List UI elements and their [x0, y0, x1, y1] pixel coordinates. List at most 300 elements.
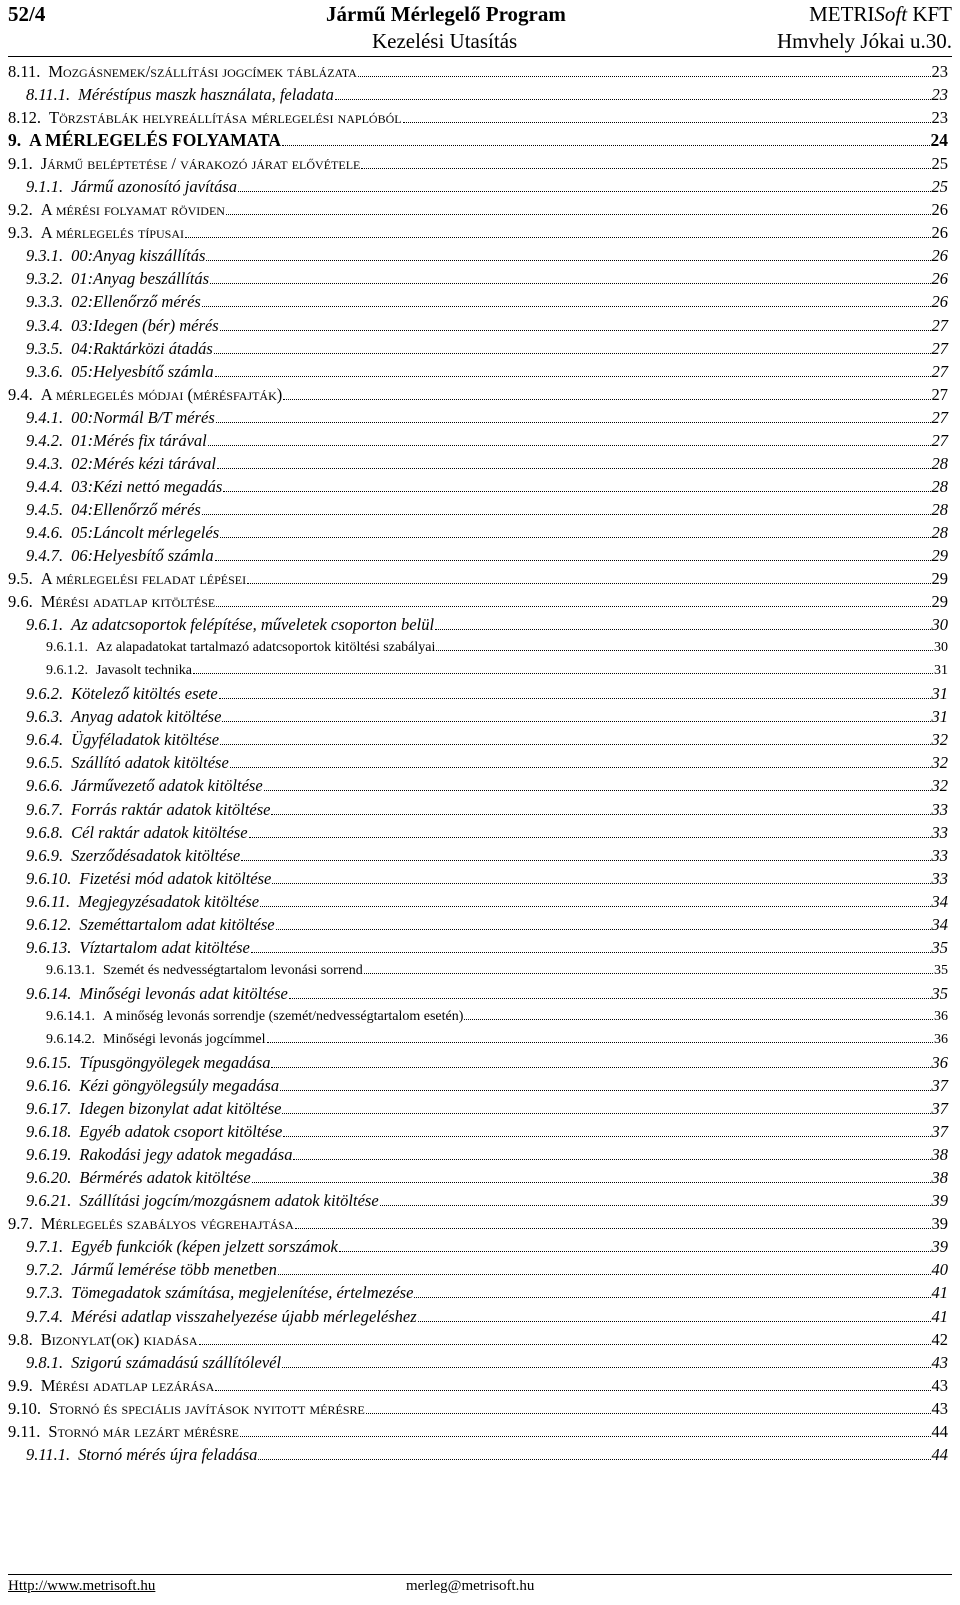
toc-entry-page: 43 [931, 1375, 948, 1395]
toc-entry-number: 9.9. [8, 1375, 33, 1395]
toc-entry-title: Mérlegelés szabályos végrehajtása [40, 1214, 294, 1234]
toc-entry-title: 04:Raktárközi átadás [71, 338, 213, 358]
toc-entry-page: 25 [931, 177, 948, 197]
toc-entry[interactable] [8, 175, 948, 198]
toc-entry[interactable] [8, 152, 948, 175]
toc-entry-number: 9.3.3. [26, 292, 64, 312]
toc-entry-number: 9.6.1. [26, 615, 64, 635]
toc-entry-title: A minőség levonás sorrendje (szemét/nedvességtartalom esetén) [103, 1008, 464, 1024]
toc-leader-dots [215, 1389, 930, 1391]
toc-leader-dots [230, 766, 931, 768]
toc-entry-page: 32 [931, 730, 948, 750]
toc-entry-title: Az adatcsoportok felépítése, műveletek csoporton belül [71, 615, 435, 635]
toc-entry[interactable] [8, 406, 948, 429]
toc-entry-title: 03:Idegen (bér) mérés [71, 315, 219, 335]
toc-entry-page: 27 [931, 407, 948, 427]
toc-entry-title: Járművezető adatok kitöltése [71, 776, 263, 796]
toc-entry-title: Minőségi levonás jogcímmel [103, 1031, 266, 1047]
toc-entry-title: 05:Helyesbítő számla [71, 361, 214, 381]
toc-entry-number: 9.3.4. [26, 315, 64, 335]
toc-leader-dots [283, 398, 930, 400]
toc-leader-dots [252, 1181, 931, 1183]
contact-email[interactable]: merleg@metrisoft.hu [406, 1578, 535, 1594]
toc-entry-number: 9.1.1. [26, 177, 64, 197]
toc-entry-title: Törzstáblák helyreállítása mérlegelési naplóból [49, 108, 402, 128]
toc-leader-dots [219, 697, 931, 699]
toc-entry-page: 38 [931, 1168, 948, 1188]
toc-entry-title: Mérési adatlap lezárása [40, 1375, 215, 1395]
toc-leader-dots [295, 1227, 931, 1229]
toc-leader-dots [216, 421, 931, 423]
toc-entry-title: Stornó és speciális javítások nyitott mérésre [49, 1398, 365, 1418]
toc-entry-number: 9.4.6. [26, 522, 64, 542]
toc-entry-page: 36 [931, 1053, 948, 1073]
toc-entry-title: Egyéb funkciók (képen jelzett sorszámok [71, 1237, 338, 1257]
toc-entry-page: 35 [934, 962, 948, 978]
toc-entry-page: 41 [931, 1306, 948, 1326]
toc-leader-dots [403, 121, 931, 123]
toc-entry-page: 26 [931, 246, 948, 266]
toc-entry-page: 31 [931, 707, 948, 727]
toc-entry-number: 8.12. [8, 108, 41, 128]
toc-entry-page: 26 [931, 200, 948, 220]
toc-entry-number: 9.11. [8, 1421, 41, 1441]
toc-entry[interactable] [8, 1074, 948, 1097]
toc-leader-dots [247, 582, 930, 584]
toc-entry[interactable] [8, 1120, 948, 1143]
toc-entry-title: Víztartalom adat kitöltése [79, 937, 250, 957]
toc-entry-number: 9.5. [8, 569, 33, 589]
toc-entry-title: Bizonylat(ok) kiadása [40, 1329, 198, 1349]
toc-entry-page: 23 [931, 85, 948, 105]
toc-entry-number: 9.7.4. [26, 1306, 64, 1326]
toc-entry-page: 28 [931, 499, 948, 519]
toc-leader-dots [222, 720, 930, 722]
toc-entry[interactable] [8, 337, 948, 360]
toc-leader-dots [216, 605, 930, 607]
toc-entry-title: Mérési adatlap kitöltése [40, 592, 216, 612]
toc-entry-page: 33 [931, 822, 948, 842]
toc-leader-dots [220, 743, 930, 745]
toc-entry-page: 24 [930, 130, 948, 151]
toc-entry-title: Szállító adatok kitöltése [71, 753, 229, 773]
toc-entry-title: 04:Ellenőrző mérés [71, 499, 201, 519]
toc-entry[interactable] [8, 821, 948, 844]
toc-entry[interactable] [8, 1281, 948, 1304]
toc-entry-number: 9.3.1. [26, 246, 64, 266]
toc-entry-number: 9.6.14.1. [46, 1008, 95, 1024]
toc-entry-title: Rakodási jegy adatok megadása [79, 1145, 293, 1165]
toc-entry-page: 42 [931, 1329, 948, 1349]
toc-entry-title: 01:Anyag beszállítás [71, 269, 210, 289]
toc-leader-dots [282, 1112, 930, 1114]
toc-leader-dots [223, 490, 930, 492]
toc-entry[interactable] [8, 1212, 948, 1235]
toc-leader-dots [215, 375, 931, 377]
toc-entry-title: Anyag adatok kitöltése [71, 707, 222, 727]
toc-entry-page: 27 [931, 338, 948, 358]
toc-entry-page: 36 [934, 1008, 948, 1024]
toc-leader-dots [206, 259, 930, 261]
toc-entry-title: Tömegadatok számítása, megjelenítése, értelmezése [71, 1283, 414, 1303]
toc-entry-number: 9.6.6. [26, 776, 64, 796]
toc-entry-number: 9.6.20. [26, 1168, 72, 1188]
toc-entry[interactable] [8, 682, 948, 705]
toc-entry-number: 9.7. [8, 1214, 33, 1234]
toc-entry-page: 39 [931, 1214, 948, 1234]
toc-entry-page: 33 [931, 799, 948, 819]
toc-entry-number: 9.7.2. [26, 1260, 64, 1280]
toc-leader-dots [271, 1066, 930, 1068]
toc-entry-page: 28 [931, 522, 948, 542]
toc-entry-number: 9.4.5. [26, 499, 64, 519]
toc-entry[interactable] [8, 751, 948, 774]
toc-entry-title: Mérési adatlap visszahelyezése újabb mérlegeléshez [71, 1306, 417, 1326]
toc-entry-page: 31 [931, 684, 948, 704]
toc-entry-title: Az alapadatokat tartalmazó adatcsoportok kitöltési szabályai [96, 640, 436, 656]
toc-entry-number: 9.6.18. [26, 1122, 72, 1142]
toc-leader-dots [380, 1204, 931, 1206]
toc-entry[interactable] [8, 798, 948, 821]
toc-entry-page: 41 [931, 1283, 948, 1303]
toc-entry-page: 37 [931, 1122, 948, 1142]
toc-entry[interactable] [8, 1328, 948, 1351]
toc-entry-number: 9.4. [8, 384, 33, 404]
toc-leader-dots [435, 628, 930, 630]
toc-entry-title: Kötelező kitöltés esete [71, 684, 218, 704]
toc-entry-page: 36 [934, 1031, 948, 1047]
toc-entry-page: 27 [931, 384, 948, 404]
toc-leader-dots [289, 997, 931, 999]
toc-entry-number: 9.6.11. [26, 891, 71, 911]
toc-leader-dots [264, 789, 931, 791]
toc-leader-dots [464, 1018, 933, 1020]
toc-entry[interactable] [8, 867, 948, 890]
toc-entry[interactable] [8, 1143, 948, 1166]
toc-entry-title: Szigorú számadású szállítólevél [71, 1352, 282, 1372]
toc-entry-page: 25 [931, 154, 948, 174]
toc-leader-dots [199, 1343, 931, 1345]
toc-entry-page: 26 [931, 223, 948, 243]
website-link[interactable]: Http://www.metrisoft.hu [8, 1578, 156, 1594]
toc-leader-dots [210, 282, 930, 284]
toc-entry-title: A mérlegelés módjai (mérésfajták) [40, 384, 283, 404]
toc-leader-dots [202, 305, 931, 307]
toc-leader-dots [280, 1089, 930, 1091]
toc-entry-title: A mérlegelési feladat lépései [40, 569, 247, 589]
toc-entry-title: Szerződésadatok kitöltése [71, 845, 241, 865]
toc-entry-number: 9.6.14.2. [46, 1031, 95, 1047]
toc-entry[interactable] [8, 106, 948, 129]
toc-entry-page: 37 [931, 1099, 948, 1119]
page-header [8, 0, 952, 56]
toc-entry-number: 9.6.21. [26, 1191, 72, 1211]
toc-entry[interactable] [8, 1166, 948, 1189]
toc-entry[interactable] [8, 544, 948, 567]
toc-entry[interactable] [8, 1028, 948, 1051]
toc-leader-dots [361, 167, 930, 169]
toc-entry-number: 9.6.10. [26, 868, 72, 888]
toc-entry-page: 35 [931, 937, 948, 957]
toc-entry-number: 9.6. [8, 592, 33, 612]
toc-entry[interactable] [8, 982, 948, 1005]
toc-entry-title: Mozgásnemek/szállítási jogcímek táblázata [48, 62, 357, 81]
document-subtitle: Kezelési Utasítás [372, 29, 518, 53]
toc-entry[interactable] [8, 1420, 948, 1443]
toc-entry-page: 34 [931, 891, 948, 911]
program-title: Jármű Mérlegelő Program [326, 2, 566, 26]
toc-entry[interactable] [8, 1235, 948, 1258]
toc-entry-page: 26 [931, 292, 948, 312]
toc-entry-number: 8.11.1. [26, 85, 71, 105]
toc-leader-dots [249, 836, 931, 838]
toc-leader-dots [283, 1135, 930, 1137]
company-name: METRISoft KFT [809, 2, 952, 26]
toc-entry-page: 44 [931, 1444, 948, 1464]
toc-leader-dots [185, 236, 930, 238]
toc-entry[interactable] [8, 198, 948, 221]
page-number: 52/4 [8, 2, 46, 26]
toc-entry[interactable] [8, 1443, 948, 1466]
toc-entry-page: 23 [931, 62, 948, 81]
toc-leader-dots [215, 559, 931, 561]
toc-entry[interactable] [8, 890, 948, 913]
toc-leader-dots [220, 536, 930, 538]
toc-entry-number: 9.6.5. [26, 753, 64, 773]
toc-entry-page: 39 [931, 1191, 948, 1211]
toc-entry[interactable] [8, 1374, 948, 1397]
toc-entry-page: 40 [931, 1260, 948, 1280]
toc-entry-number: 9.1. [8, 154, 33, 174]
toc-entry-title: Javasolt technika [96, 663, 193, 679]
toc-entry-title: Megjegyzésadatok kitöltése [78, 891, 260, 911]
toc-entry[interactable] [8, 613, 948, 636]
toc-leader-dots [217, 467, 931, 469]
toc-entry-page: 29 [931, 569, 948, 589]
toc-entry-title: Egyéb adatok csoport kitöltése [79, 1122, 283, 1142]
toc-entry-page: 32 [931, 753, 948, 773]
toc-entry-number: 9.6.17. [26, 1099, 72, 1119]
toc-entry-number: 9.6.15. [26, 1053, 72, 1073]
toc-entry-page: 37 [931, 1076, 948, 1096]
toc-entry-page: 35 [931, 983, 948, 1003]
toc-entry-number: 9.6.13. [26, 937, 72, 957]
toc-entry-number: 9.6.12. [26, 914, 72, 934]
toc-entry-number: 9.6.4. [26, 730, 64, 750]
toc-entry-number: 9.6.16. [26, 1076, 72, 1096]
toc-leader-dots [267, 1041, 933, 1043]
toc-entry[interactable] [8, 60, 948, 83]
toc-entry-page: 27 [931, 430, 948, 450]
toc-entry-title: A mérési folyamat röviden [40, 200, 225, 220]
toc-entry[interactable] [8, 1305, 948, 1328]
toc-entry[interactable] [8, 567, 948, 590]
toc-leader-dots [364, 972, 933, 974]
toc-entry[interactable] [8, 129, 948, 152]
toc-entry-number: 9.6.14. [26, 983, 72, 1003]
toc-entry-page: 28 [931, 476, 948, 496]
toc-leader-dots [335, 98, 931, 100]
toc-entry[interactable] [8, 936, 948, 959]
footer-divider [8, 1574, 952, 1575]
toc-entry-number: 9.6.3. [26, 707, 64, 727]
toc-entry[interactable] [8, 659, 948, 682]
toc-entry-number: 9.6.7. [26, 799, 64, 819]
toc-entry-title: 06:Helyesbítő számla [71, 545, 214, 565]
toc-entry-title: 00:Normál B/T mérés [71, 407, 215, 427]
toc-entry-number: 9.6.2. [26, 684, 64, 704]
toc-entry-page: 38 [931, 1145, 948, 1165]
toc-entry-title: 02:Mérés kézi tárával [71, 453, 216, 473]
toc-entry-title: Fizetési mód adatok kitöltése [79, 868, 272, 888]
toc-entry-title: 01:Mérés fix tárával [71, 430, 207, 450]
toc-entry-title: Bérmérés adatok kitöltése [79, 1168, 251, 1188]
toc-entry[interactable] [8, 774, 948, 797]
toc-entry-page: 34 [931, 914, 948, 934]
toc-entry-title: Stornó már lezárt mérésre [48, 1421, 240, 1441]
toc-entry-title: Szemét és nedvességtartalom levonási sorrend [103, 962, 363, 978]
toc-entry[interactable] [8, 83, 948, 106]
toc-leader-dots [241, 859, 930, 861]
toc-entry-page: 29 [931, 592, 948, 612]
toc-entry-title: Szállítási jogcím/mozgásnem adatok kitöltése [79, 1191, 379, 1211]
toc-leader-dots [276, 928, 931, 930]
toc-leader-dots [278, 1273, 931, 1275]
toc-entry-title: Jármű lemérése több menetben [71, 1260, 277, 1280]
toc-entry[interactable] [8, 1097, 948, 1120]
toc-entry[interactable] [8, 959, 948, 982]
toc-entry-page: 32 [931, 776, 948, 796]
toc-entry-page: 23 [931, 108, 948, 128]
toc-entry[interactable] [8, 590, 948, 613]
toc-entry[interactable] [8, 1258, 948, 1281]
toc-leader-dots [418, 1320, 931, 1322]
company-address: Hmvhely Jókai u.30. [777, 29, 952, 53]
toc-entry-number: 9.6.19. [26, 1145, 72, 1165]
toc-entry[interactable] [8, 429, 948, 452]
toc-leader-dots [282, 1366, 930, 1368]
toc-entry[interactable] [8, 636, 948, 659]
toc-entry-number: 9.4.4. [26, 476, 64, 496]
toc-entry-number: 9.3.6. [26, 361, 64, 381]
toc-entry-title: Típusgöngyölegek megadása [79, 1053, 271, 1073]
toc-entry[interactable] [8, 1005, 948, 1028]
toc-leader-dots [226, 213, 931, 215]
toc-leader-dots [272, 882, 930, 884]
toc-entry-number: 9.3.5. [26, 338, 64, 358]
toc-leader-dots [214, 352, 931, 354]
toc-entry-number: 9.6.8. [26, 822, 64, 842]
toc-entry-title: Méréstípus maszk használata, feladata [78, 85, 334, 105]
toc-entry-number: 9.4.7. [26, 545, 64, 565]
toc-entry-page: 33 [931, 868, 948, 888]
toc-entry-number: 9.7.3. [26, 1283, 64, 1303]
toc-entry-number: 9.8. [8, 1329, 33, 1349]
toc-leader-dots [220, 329, 931, 331]
toc-entry-title: Idegen bizonylat adat kitöltése [79, 1099, 282, 1119]
toc-leader-dots [358, 75, 931, 77]
toc-entry[interactable] [8, 452, 948, 475]
toc-entry-title: 02:Ellenőrző mérés [71, 292, 201, 312]
toc-entry[interactable] [8, 475, 948, 498]
toc-entry-number: 9. [8, 130, 22, 151]
toc-leader-dots [251, 951, 931, 953]
toc-entry-page: 31 [934, 663, 948, 679]
toc-entry[interactable] [8, 705, 948, 728]
toc-entry-page: 27 [931, 361, 948, 381]
toc-entry-number: 9.6.13.1. [46, 962, 95, 978]
toc-entry-page: 30 [934, 640, 948, 656]
toc-entry-page: 33 [931, 845, 948, 865]
toc-entry-title: Szeméttartalom adat kitöltése [79, 914, 275, 934]
toc-entry[interactable] [8, 360, 948, 383]
toc-entry-number: 9.6.1.2. [46, 663, 88, 679]
table-of-contents [8, 60, 948, 1466]
toc-entry-number: 9.3.2. [26, 269, 64, 289]
toc-entry[interactable] [8, 383, 948, 406]
toc-leader-dots [258, 1458, 930, 1460]
toc-entry-title: 05:Láncolt mérlegelés [71, 522, 220, 542]
toc-entry[interactable] [8, 1051, 948, 1074]
toc-entry-number: 9.7.1. [26, 1237, 64, 1257]
toc-entry[interactable] [8, 728, 948, 751]
toc-entry-title: 00:Anyag kiszállítás [71, 246, 206, 266]
toc-entry-number: 9.4.1. [26, 407, 64, 427]
toc-leader-dots [240, 1435, 930, 1437]
toc-entry[interactable] [8, 1351, 948, 1374]
toc-leader-dots [366, 1412, 931, 1414]
toc-leader-dots [193, 672, 933, 674]
toc-entry[interactable] [8, 913, 948, 936]
toc-leader-dots [414, 1296, 930, 1298]
toc-entry-page: 39 [931, 1237, 948, 1257]
toc-entry-number: 9.2. [8, 200, 33, 220]
toc-leader-dots [238, 190, 930, 192]
toc-entry[interactable] [8, 521, 948, 544]
toc-entry-title: 03:Kézi nettó megadás [71, 476, 223, 496]
toc-entry[interactable] [8, 844, 948, 867]
toc-leader-dots [260, 905, 930, 907]
toc-entry[interactable] [8, 290, 948, 313]
toc-entry[interactable] [8, 1397, 948, 1420]
toc-leader-dots [293, 1158, 930, 1160]
toc-entry-number: 9.6.9. [26, 845, 64, 865]
toc-entry[interactable] [8, 498, 948, 521]
toc-entry-page: 44 [931, 1421, 948, 1441]
toc-entry-title: Kézi göngyölegsúly megadása [79, 1076, 280, 1096]
toc-entry[interactable] [8, 1189, 948, 1212]
toc-entry[interactable] [8, 267, 948, 290]
toc-entry-title: Jármű beléptetése / várakozó járat elővétele [40, 154, 361, 174]
toc-leader-dots [436, 649, 933, 651]
toc-entry-title: Forrás raktár adatok kitöltése [71, 799, 271, 819]
toc-entry[interactable] [8, 244, 948, 267]
toc-leader-dots [271, 813, 930, 815]
toc-leader-dots [202, 513, 931, 515]
toc-entry-page: 27 [931, 315, 948, 335]
toc-entry-title: A MÉRLEGELÉS FOLYAMATA [29, 130, 281, 151]
toc-leader-dots [282, 144, 930, 146]
toc-entry-page: 29 [931, 545, 948, 565]
toc-entry-number: 9.4.3. [26, 453, 64, 473]
toc-entry-number: 9.11.1. [26, 1444, 71, 1464]
toc-entry-number: 9.4.2. [26, 430, 64, 450]
toc-entry-page: 28 [931, 453, 948, 473]
toc-entry[interactable] [8, 221, 948, 244]
toc-entry-page: 26 [931, 269, 948, 289]
toc-entry[interactable] [8, 314, 948, 337]
toc-entry-title: Ügyféladatok kitöltése [71, 730, 220, 750]
